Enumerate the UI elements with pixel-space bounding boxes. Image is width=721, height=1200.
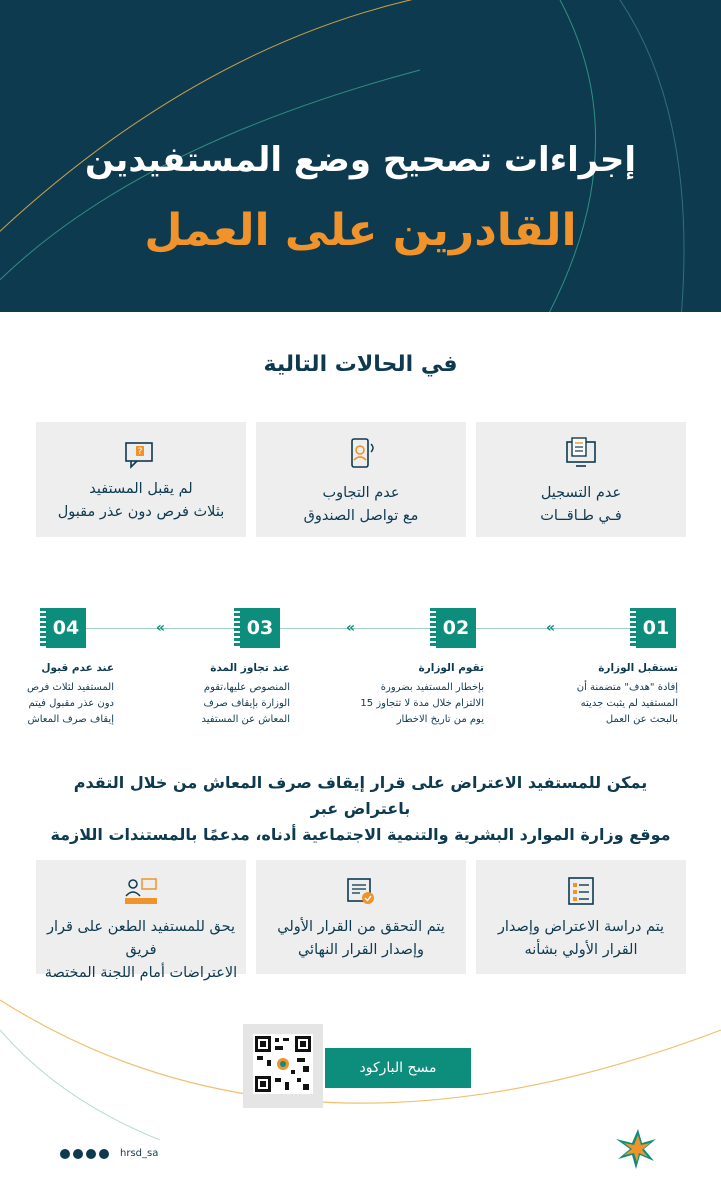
instagram-icon[interactable] — [99, 1149, 109, 1159]
social-links — [60, 1148, 158, 1159]
case-1-line2: فـي طـاقــات — [540, 508, 622, 524]
document-verify-icon — [346, 876, 376, 906]
qr-code-icon[interactable] — [253, 1034, 313, 1094]
objection-3-line2: الاعتراضات أمام اللجنة المختصة — [44, 965, 238, 981]
step-2-title: تقوم الوزارة — [418, 662, 484, 674]
step-1-desc: إفادة "هدف" متضمنة أن المستفيد لم يثبت جديته بالبحث عن العمل — [576, 682, 678, 725]
ministry-logo — [610, 1125, 666, 1171]
step-badge-2: 02 — [436, 608, 476, 648]
step-2-desc: بإخطار المستفيد بضرورة الالتزام خلال مدة لا تتجاوز 15 يوم من تاريخ الاخطار — [360, 682, 484, 725]
header-banner — [0, 0, 721, 312]
step-1-title: تستقبل الوزارة — [598, 662, 678, 674]
phone-contact-icon — [344, 436, 378, 470]
objection-1-line1: يتم دراسة الاعتراض وإصدار — [497, 919, 665, 935]
step-badge-1: 01 — [636, 608, 676, 648]
step-4-title: عند عدم قبول — [41, 662, 114, 674]
cases-title: في الحالات التالية — [263, 352, 458, 377]
page-title-line2: القادرين على العمل — [144, 205, 577, 256]
objection-card-1 — [476, 860, 686, 974]
objection-3-line1: يحق للمستفيد الطعن على قرار فريق — [46, 919, 236, 958]
case-1-line1: عدم التسجيل — [540, 485, 622, 501]
objection-card-3 — [36, 860, 246, 981]
svg-text:?: ? — [137, 447, 143, 457]
twitter-icon[interactable] — [60, 1149, 70, 1159]
case-card-1 — [476, 422, 686, 537]
qr-code-frame — [243, 1024, 323, 1108]
objection-paragraph: يمكن للمستفيد الاعتراض على قرار إيقاف صرف المعاش من خلال التقدم باعتراض عبر موقع وزارة الموارد البشرية والتنمية الاجتماعية أدناه، مدعمًا بالمستندات اللازمة — [50, 773, 671, 844]
checklist-icon — [567, 876, 595, 906]
chevron-left-icon: « — [346, 620, 356, 636]
case-3-line2: بثلاث فرص دون عذر مقبول — [57, 504, 225, 520]
chat-question-icon — [123, 440, 159, 470]
chevron-left-icon: « — [546, 620, 556, 636]
case-3-line1: لم يقبل المستفيد — [89, 481, 193, 497]
case-card-2 — [256, 422, 466, 537]
objection-card-2 — [256, 860, 466, 974]
page-title-line1: إجراءات تصحيح وضع المستفيدين — [84, 140, 637, 180]
committee-icon — [123, 876, 159, 906]
step-badge-3: 03 — [240, 608, 280, 648]
facebook-icon[interactable] — [86, 1149, 96, 1159]
objection-2-line2: وإصدار القرار النهائي — [297, 942, 425, 958]
case-card-3 — [36, 422, 246, 537]
step-3-desc: المنصوص عليها،تقوم الوزارة بإيقاف صرف المعاش عن المستفيد — [201, 682, 290, 725]
step-4-desc: المستفيد لثلاث فرص دون عذر مقبول فيتم إيقاف صرف المعاش — [26, 682, 114, 725]
case-2-line1: عدم التجاوب — [322, 485, 400, 501]
step-badge-4: 04 — [46, 608, 86, 648]
scan-barcode-button[interactable]: مسح الباركود — [325, 1048, 471, 1088]
social-handle: hrsd_sa — [120, 1148, 159, 1159]
snapchat-icon[interactable] — [73, 1149, 83, 1159]
case-2-line2: مع تواصل الصندوق — [303, 508, 419, 524]
step-3-title: عند تجاوز المدة — [210, 662, 290, 674]
chevron-left-icon: « — [156, 620, 166, 636]
document-monitor-icon — [564, 436, 598, 470]
objection-2-line1: يتم التحقق من القرار الأولي — [277, 919, 445, 935]
objection-1-line2: القرار الأولي بشأنه — [524, 942, 638, 958]
